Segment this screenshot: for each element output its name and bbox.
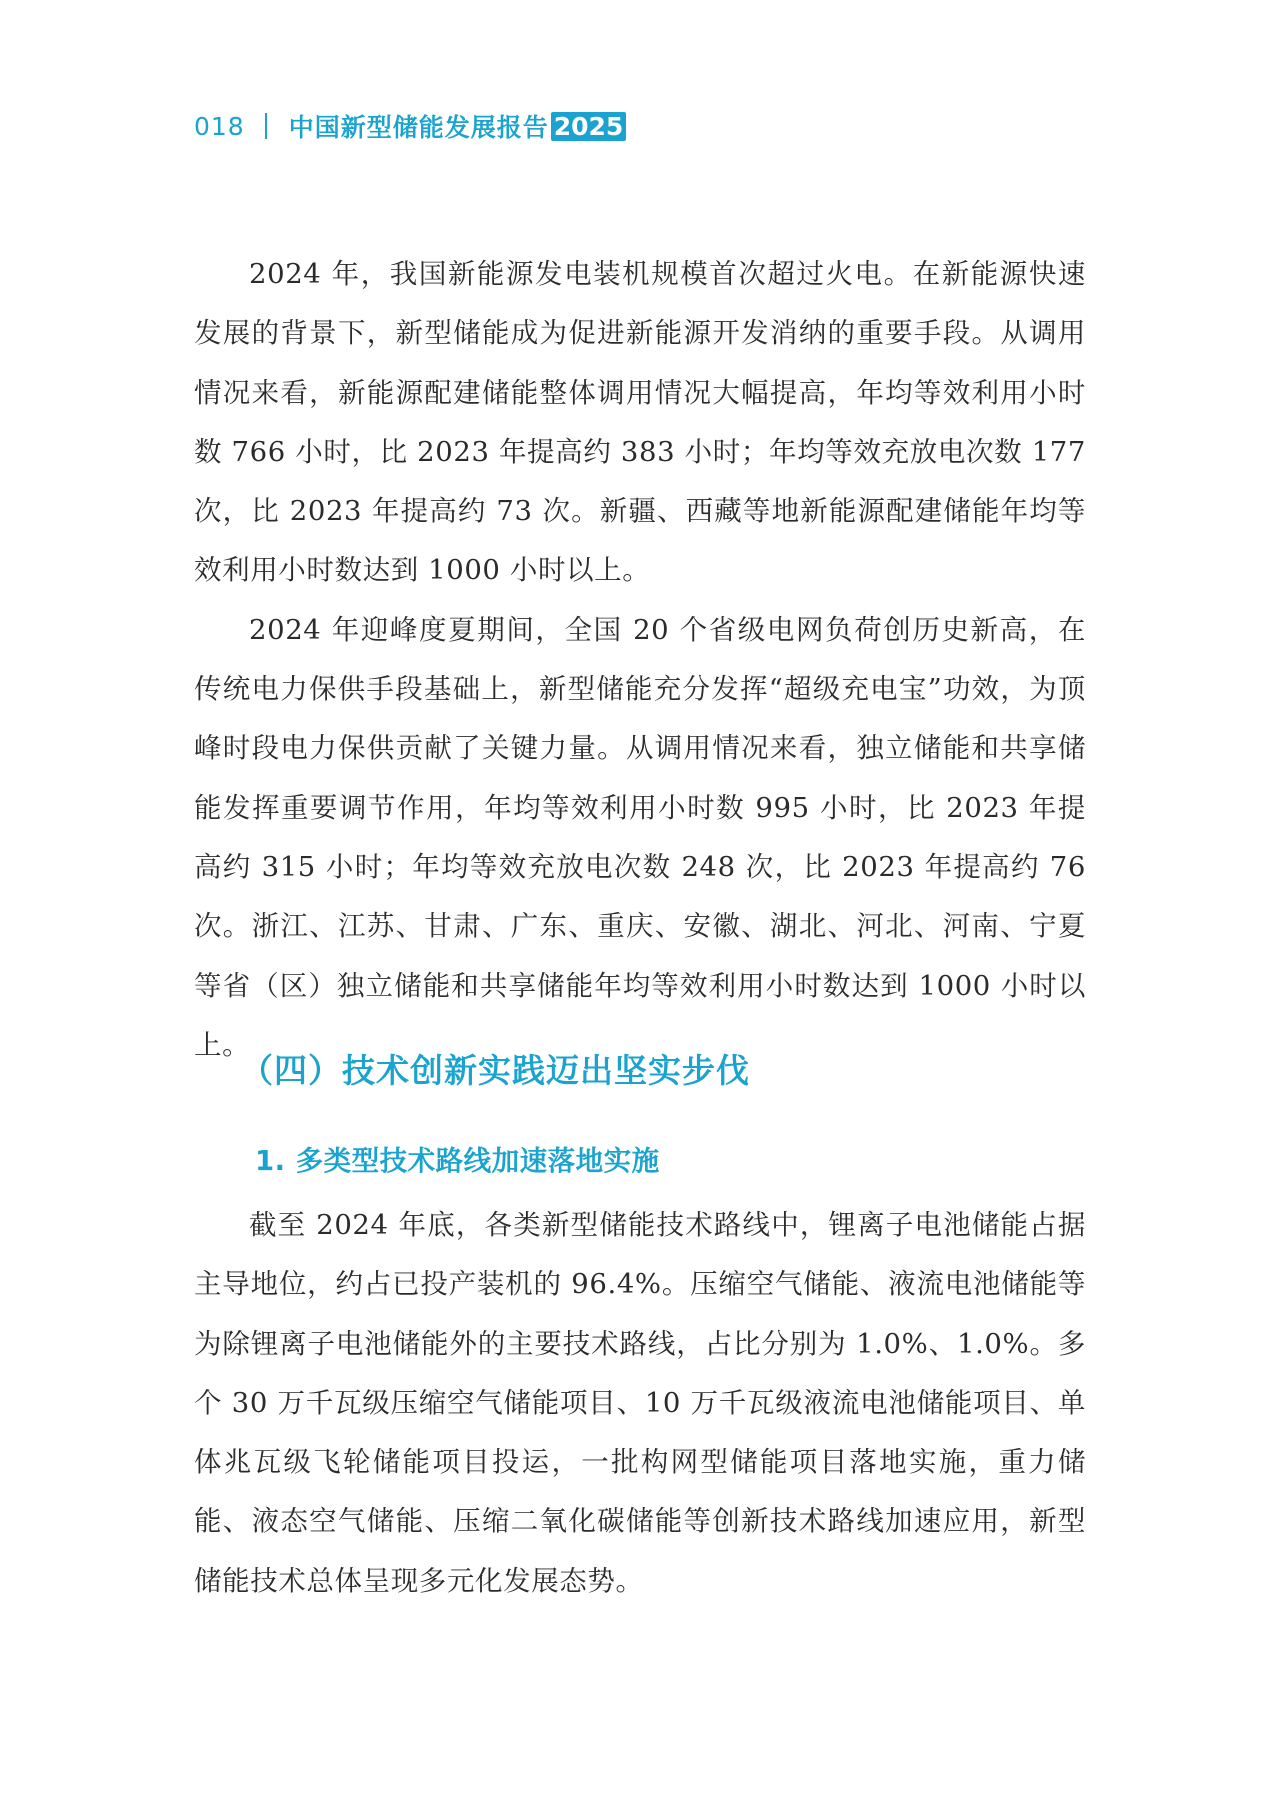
page-number: 018 [194, 111, 245, 141]
running-header [194, 106, 626, 146]
header-divider [265, 113, 267, 139]
report-title: 中国新型储能发展报告 [288, 113, 549, 142]
subsection-heading: 1. 多类型技术路线加速落地实施 [255, 1145, 660, 1177]
paragraph: 2024 年迎峰度夏期间，全国 20 个省级电网负荷创历史新高，在传统电力保供手段基础上，新型储能充分发挥“超级充电宝”功效，为顶峰时段电力保供贡献了关键力量。从调用情况来看，独立储能和共享储能发挥重要调节作用，年均等效利用小时数 995 小时，比 2023 年提高约 315 小时；年均等效充放电次数 248 次，比 2023 年提高约 76 次。浙江、江苏、甘肃、广东、重庆、安徽、湖北、河北、河南、宁夏等省（区）独立储能和共享储能年均等效利用小时数达到 1000 小时以上。 [194, 613, 1086, 1061]
body-text-bottom [194, 1196, 1086, 1611]
paragraph: 2024 年，我国新能源发电装机规模首次超过火电。在新能源快速发展的背景下，新型储能成为促进新能源开发消纳的重要手段。从调用情况来看，新能源配建储能整体调用情况大幅提高，年均等效利用小时数 766 小时，比 2023 年提高约 383 小时；年均等效充放电次数 177 次，比 2023 年提高约 73 次。新疆、西藏等地新能源配建储能年均等效利用小时数达到 1000 小时以上。 [194, 258, 1086, 587]
report-year-badge: 2025 [551, 112, 627, 141]
paragraph: 截至 2024 年底，各类新型储能技术路线中，锂离子电池储能占据主导地位，约占已投产装机的 96.4%。压缩空气储能、液流电池储能等为除锂离子电池储能外的主要技术路线，占比分别为 1.0%、1.0%。多个 30 万千瓦级压缩空气储能项目、10 万千瓦级液流电池储能项目、单体兆瓦级飞轮储能项目投运，一批构网型储能项目落地实施，重力储能、液态空气储能、压缩二氧化碳储能等创新技术路线加速应用，新型储能技术总体呈现多元化发展态势。 [194, 1209, 1086, 1597]
body-text-top [194, 245, 1086, 1075]
section-heading: （四）技术创新实践迈出坚实步伐 [240, 1051, 750, 1090]
